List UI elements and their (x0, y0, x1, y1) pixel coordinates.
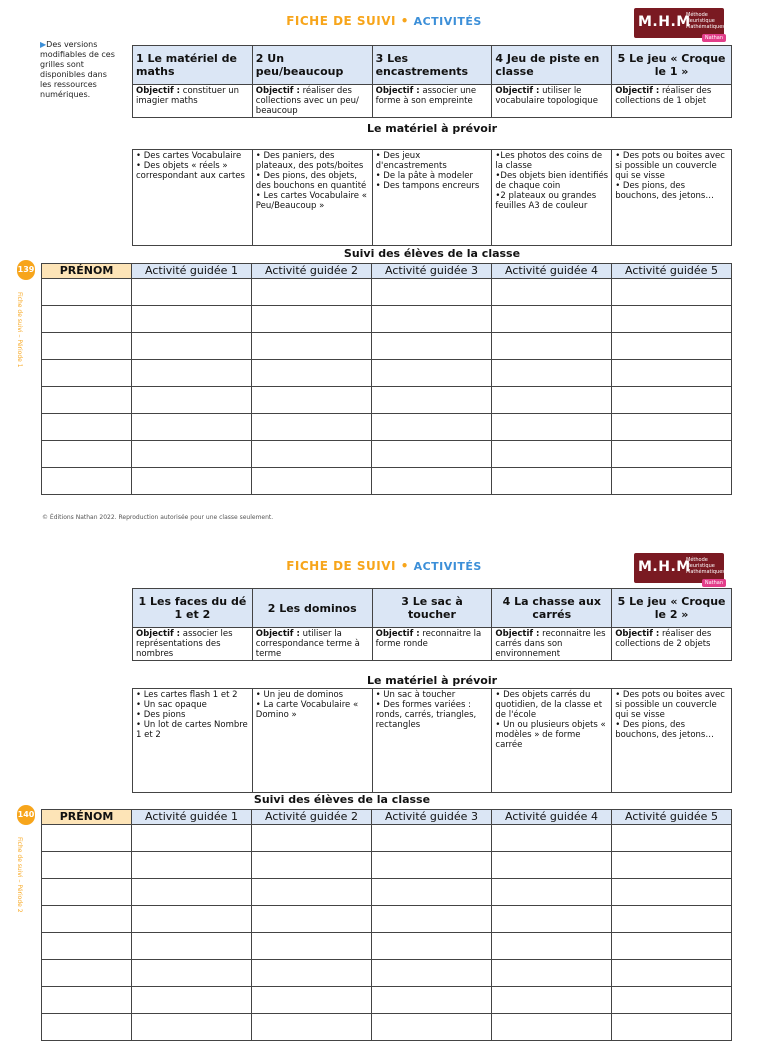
arrow-icon: ▶ (40, 40, 47, 49)
activity-check-cell[interactable] (252, 987, 372, 1014)
materiel-cell: • Les cartes flash 1 et 2 • Un sac opaque • Des pions • Un lot de cartes Nombre 1 et 2 (133, 689, 253, 793)
materiel-cell: • Un jeu de dominos • La carte Vocabulaire « Domino » (252, 689, 372, 793)
materiel-heading: Le matériel à prévoir (366, 122, 498, 135)
activity-check-cell[interactable] (132, 879, 252, 906)
activity-objective: Objectif : réaliser des collections de 2 objets (612, 628, 732, 661)
activity-check-cell[interactable] (612, 960, 732, 987)
activity-check-cell[interactable] (252, 960, 372, 987)
sheet-2 (0, 545, 768, 1024)
activity-check-cell[interactable] (612, 933, 732, 960)
activity-check-cell[interactable] (252, 441, 372, 468)
activity-check-cell[interactable] (492, 987, 612, 1014)
column-header: Activité guidée 1 (132, 264, 252, 279)
suivi-rows (42, 825, 732, 1041)
student-row (42, 987, 732, 1014)
activity-check-cell[interactable] (372, 933, 492, 960)
suivi-heading: Suivi des élèves de la classe (253, 793, 431, 806)
activity-check-cell[interactable] (132, 825, 252, 852)
student-row (42, 333, 732, 360)
student-row (42, 306, 732, 333)
activity-check-cell[interactable] (372, 360, 492, 387)
activity-check-cell[interactable] (612, 360, 732, 387)
activity-check-cell[interactable] (492, 441, 612, 468)
activity-check-cell[interactable] (372, 852, 492, 879)
activity-check-cell[interactable] (372, 1014, 492, 1041)
page-title: FICHE DE SUIVI • ACTIVITÉS (286, 559, 482, 573)
activity-check-cell[interactable] (612, 333, 732, 360)
activity-check-cell[interactable] (252, 468, 372, 495)
activity-check-cell[interactable] (372, 279, 492, 306)
activity-check-cell[interactable] (372, 987, 492, 1014)
student-name-cell[interactable] (42, 441, 132, 468)
activity-title: 1 Le matériel de maths (133, 46, 253, 85)
activity-check-cell[interactable] (132, 960, 252, 987)
student-row (42, 960, 732, 987)
activities-table (132, 588, 732, 661)
activity-check-cell[interactable] (252, 852, 372, 879)
student-row (42, 1014, 732, 1041)
activity-check-cell[interactable] (132, 306, 252, 333)
activity-title: 4 Jeu de piste en classe (492, 46, 612, 85)
activity-check-cell[interactable] (252, 414, 372, 441)
suivi-rows (42, 279, 732, 495)
activity-check-cell[interactable] (492, 906, 612, 933)
activity-check-cell[interactable] (612, 825, 732, 852)
activity-check-cell[interactable] (132, 279, 252, 306)
activity-check-cell[interactable] (492, 306, 612, 333)
student-name-cell[interactable] (42, 825, 132, 852)
page-title: FICHE DE SUIVI • ACTIVITÉS (286, 14, 482, 28)
materiel-cell: • Des pots ou boites avec si possible un couvercle qui se visse • Des pions, des bouchons, des jetons… (612, 689, 732, 793)
materiel-cell: • Des objets carrés du quotidien, de la classe et de l'école • Un ou plusieurs objets « modèles » de forme carrée (492, 689, 612, 793)
activity-check-cell[interactable] (372, 825, 492, 852)
column-header-prenom: PRÉNOM (42, 810, 132, 825)
activity-check-cell[interactable] (612, 306, 732, 333)
activity-check-cell[interactable] (612, 1014, 732, 1041)
activity-check-cell[interactable] (492, 960, 612, 987)
activity-objective: Objectif : reconnaitre les carrés dans son environnement (492, 628, 612, 661)
activity-check-cell[interactable] (132, 387, 252, 414)
suivi-table (41, 809, 732, 1041)
column-header-prenom: PRÉNOM (42, 264, 132, 279)
activity-check-cell[interactable] (372, 387, 492, 414)
student-row (42, 906, 732, 933)
column-header: Activité guidée 3 (372, 264, 492, 279)
student-name-cell[interactable] (42, 1014, 132, 1041)
student-name-cell[interactable] (42, 960, 132, 987)
student-row (42, 852, 732, 879)
side-caption: Fiche de suivi – Période 2 (16, 837, 23, 913)
activity-objective: Objectif : associer les représentations des nombres (133, 628, 253, 661)
activity-check-cell[interactable] (372, 960, 492, 987)
activity-title: 5 Le jeu « Croque le 2 » (612, 589, 732, 628)
student-name-cell[interactable] (42, 306, 132, 333)
activity-check-cell[interactable] (492, 1014, 612, 1041)
student-name-cell[interactable] (42, 360, 132, 387)
student-row (42, 279, 732, 306)
activity-objective: Objectif : réaliser des collections avec un peu/ beaucoup (252, 85, 372, 118)
copyright: © Éditions Nathan 2022. Reproduction autorisée pour une classe seulement. (42, 514, 274, 521)
activity-objective: Objectif : réaliser des collections de 1 objet (612, 85, 732, 118)
activity-check-cell[interactable] (612, 441, 732, 468)
student-name-cell[interactable] (42, 333, 132, 360)
activity-check-cell[interactable] (132, 1014, 252, 1041)
materiel-cell: •Les photos des coins de la classe •Des objets bien identifiés de chaque coin •2 plateaux ou grandes feuilles A3 de couleur (492, 150, 612, 246)
activity-check-cell[interactable] (132, 987, 252, 1014)
student-row (42, 879, 732, 906)
student-name-cell[interactable] (42, 852, 132, 879)
activity-check-cell[interactable] (372, 414, 492, 441)
column-header: Activité guidée 1 (132, 810, 252, 825)
activity-check-cell[interactable] (372, 333, 492, 360)
student-name-cell[interactable] (42, 279, 132, 306)
student-row (42, 933, 732, 960)
materiel-cell: • Des jeux d'encastrements • De la pâte à modeler • Des tampons encreurs (372, 150, 492, 246)
materiel-table (132, 688, 732, 793)
activity-check-cell[interactable] (252, 825, 372, 852)
activity-check-cell[interactable] (132, 360, 252, 387)
activity-check-cell[interactable] (612, 906, 732, 933)
activity-check-cell[interactable] (132, 852, 252, 879)
activity-check-cell[interactable] (132, 906, 252, 933)
activity-title: 5 Le jeu « Croque le 1 » (612, 46, 732, 85)
activity-objective: Objectif : constituer un imagier maths (133, 85, 253, 118)
student-name-cell[interactable] (42, 468, 132, 495)
activity-check-cell[interactable] (492, 414, 612, 441)
activity-check-cell[interactable] (252, 333, 372, 360)
activity-check-cell[interactable] (492, 879, 612, 906)
activity-objective: Objectif : utiliser la correspondance terme à terme (252, 628, 372, 661)
activity-check-cell[interactable] (372, 879, 492, 906)
activity-title: 4 La chasse aux carrés (492, 589, 612, 628)
page-number-badge: 140 (17, 805, 35, 825)
modifiable-note: ▶Des versions modifiables de ces grilles sont disponibles dans les ressources numériques. (40, 40, 115, 99)
activity-title: 1 Les faces du dé 1 et 2 (133, 589, 253, 628)
materiel-cell: • Des pots ou boites avec si possible un couvercle qui se visse • Des pions, des bouchons, des jetons… (612, 150, 732, 246)
activity-check-cell[interactable] (492, 825, 612, 852)
activity-check-cell[interactable] (132, 468, 252, 495)
activity-check-cell[interactable] (612, 279, 732, 306)
student-row (42, 387, 732, 414)
column-header: Activité guidée 4 (492, 264, 612, 279)
activity-title: 2 Un peu/beaucoup (252, 46, 372, 85)
activity-check-cell[interactable] (492, 933, 612, 960)
mhm-logo: M.H.M Méthode Heuristique Mathématiques Nathan (634, 553, 724, 583)
student-row (42, 441, 732, 468)
student-name-cell[interactable] (42, 933, 132, 960)
student-row (42, 360, 732, 387)
student-row (42, 468, 732, 495)
activity-check-cell[interactable] (252, 1014, 372, 1041)
materiel-heading: Le matériel à prévoir (366, 674, 498, 687)
column-header: Activité guidée 2 (252, 810, 372, 825)
activity-check-cell[interactable] (372, 468, 492, 495)
activity-title: 2 Les dominos (252, 589, 372, 628)
materiel-cell: • Des cartes Vocabulaire • Des objets « réels » correspondant aux cartes (133, 150, 253, 246)
materiel-table (132, 149, 732, 246)
activity-objective: Objectif : associer une forme à son empreinte (372, 85, 492, 118)
activity-check-cell[interactable] (372, 906, 492, 933)
activity-check-cell[interactable] (132, 933, 252, 960)
activity-check-cell[interactable] (612, 879, 732, 906)
activity-check-cell[interactable] (372, 441, 492, 468)
activity-check-cell[interactable] (492, 333, 612, 360)
activity-objective: Objectif : reconnaitre la forme ronde (372, 628, 492, 661)
activity-check-cell[interactable] (612, 414, 732, 441)
mhm-logo: M.H.M Méthode Heuristique Mathématiques Nathan (634, 8, 724, 38)
column-header: Activité guidée 3 (372, 810, 492, 825)
activity-check-cell[interactable] (252, 306, 372, 333)
materiel-cell: • Des paniers, des plateaux, des pots/boites • Des pions, des objets, des bouchons en quantité • Les cartes Vocabulaire « Peu/Beaucoup » (252, 150, 372, 246)
activity-check-cell[interactable] (252, 906, 372, 933)
activity-check-cell[interactable] (612, 852, 732, 879)
activity-check-cell[interactable] (492, 279, 612, 306)
activity-check-cell[interactable] (132, 333, 252, 360)
activity-check-cell[interactable] (132, 441, 252, 468)
page-number-badge: 139 (17, 260, 35, 280)
activities-table (132, 45, 732, 118)
activity-check-cell[interactable] (492, 360, 612, 387)
student-name-cell[interactable] (42, 879, 132, 906)
column-header: Activité guidée 5 (612, 264, 732, 279)
activity-check-cell[interactable] (612, 468, 732, 495)
activity-check-cell[interactable] (372, 306, 492, 333)
activity-check-cell[interactable] (252, 879, 372, 906)
activity-check-cell[interactable] (132, 414, 252, 441)
student-name-cell[interactable] (42, 387, 132, 414)
activity-check-cell[interactable] (252, 933, 372, 960)
activity-check-cell[interactable] (492, 468, 612, 495)
column-header: Activité guidée 4 (492, 810, 612, 825)
student-row (42, 825, 732, 852)
suivi-table (41, 263, 732, 495)
activity-check-cell[interactable] (252, 360, 372, 387)
student-row (42, 414, 732, 441)
column-header: Activité guidée 2 (252, 264, 372, 279)
activity-check-cell[interactable] (612, 387, 732, 414)
student-name-cell[interactable] (42, 987, 132, 1014)
activity-check-cell[interactable] (252, 279, 372, 306)
activity-title: 3 Le sac à toucher (372, 589, 492, 628)
activity-title: 3 Les encastrements (372, 46, 492, 85)
activity-check-cell[interactable] (492, 852, 612, 879)
column-header: Activité guidée 5 (612, 810, 732, 825)
suivi-heading: Suivi des élèves de la classe (343, 247, 521, 260)
activity-check-cell[interactable] (252, 387, 372, 414)
activity-check-cell[interactable] (612, 987, 732, 1014)
activity-objective: Objectif : utiliser le vocabulaire topologique (492, 85, 612, 118)
student-name-cell[interactable] (42, 414, 132, 441)
materiel-cell: • Un sac à toucher • Des formes variées : ronds, carrés, triangles, rectangles (372, 689, 492, 793)
side-caption: Fiche de suivi – Période 1 (16, 292, 23, 368)
student-name-cell[interactable] (42, 906, 132, 933)
activity-check-cell[interactable] (492, 387, 612, 414)
